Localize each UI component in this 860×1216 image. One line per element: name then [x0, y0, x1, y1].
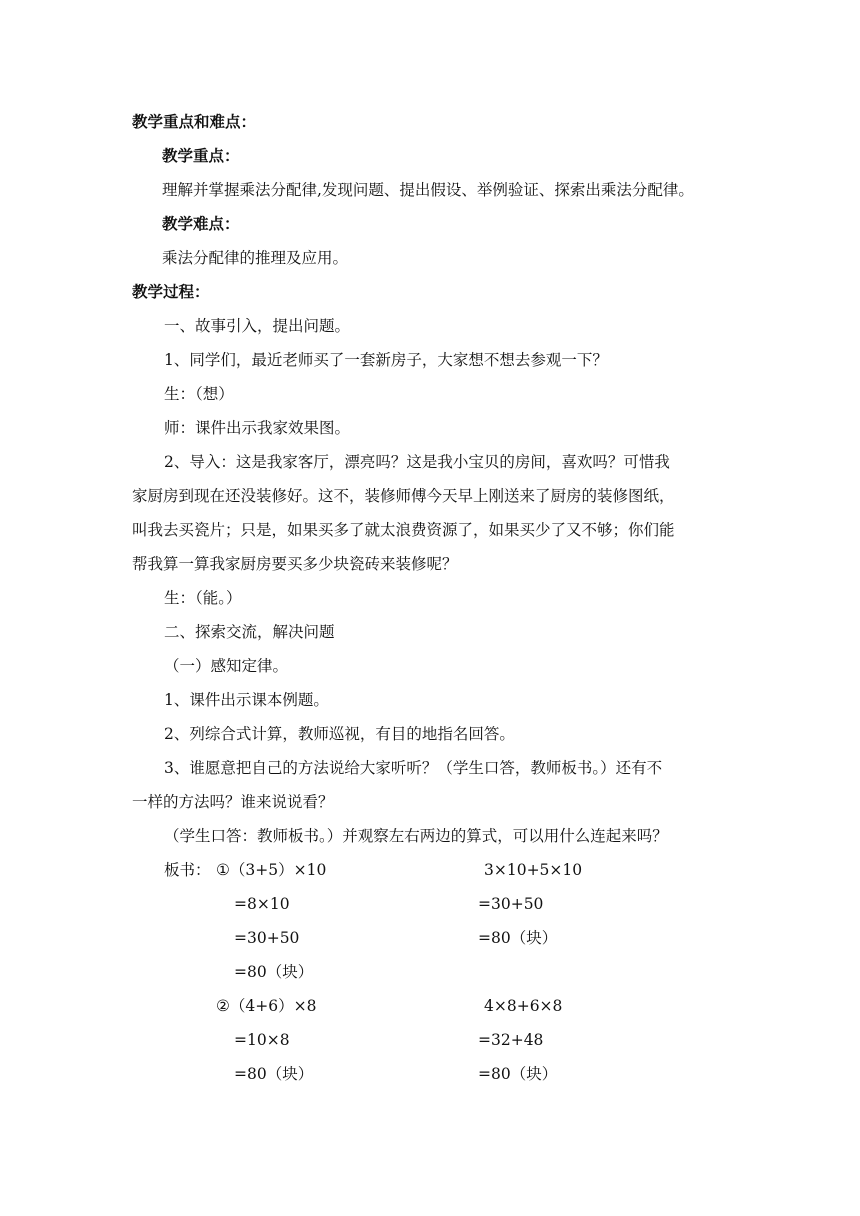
board-left-expression: ②（4+6）×8	[216, 997, 317, 1015]
board-left-expression: ①（3+5）×10	[216, 861, 327, 879]
paragraph: 1、课件出示课本例题。	[164, 691, 329, 709]
paragraph: 生：（能。）	[164, 589, 242, 607]
paragraph-line: 家厨房到现在还没装修好。这不，装修师傅今天早上刚送来了厨房的装修图纸，	[132, 487, 675, 505]
board-right-step: =32+48	[478, 1031, 544, 1049]
subheading-key: 教学重点：	[162, 147, 240, 165]
paragraph-line: 叫我去买瓷片；只是，如果买多了就太浪费资源了，如果买少了又不够；你们能	[132, 521, 675, 539]
paragraph-line: 3、谁愿意把自己的方法说给大家听听？（学生口答，教师板书。）还有不	[164, 759, 663, 777]
heading-key-points: 教学重点和难点：	[132, 113, 257, 131]
paragraph: 2、列综合式计算，教师巡视，有目的地指名回答。	[164, 725, 515, 743]
key-text: 理解并掌握乘法分配律,发现问题、提出假设、举例验证、探索出乘法分配律。	[162, 181, 694, 199]
paragraph-line: 帮我算一算我家厨房要买多少块瓷砖来装修呢？	[132, 555, 458, 573]
board-right-step: =80（块）	[478, 929, 558, 947]
heading-process: 教学过程：	[132, 283, 210, 301]
board-right-expression: 4×8+6×8	[484, 997, 563, 1015]
board-right-expression: 3×10+5×10	[484, 861, 583, 879]
paragraph-line: 一样的方法吗？谁来说说看？	[132, 793, 334, 811]
board-left-step: =8×10	[234, 895, 290, 913]
board-left-step: =10×8	[234, 1031, 290, 1049]
paragraph: （学生口答：教师板书。）并观察左右两边的算式，可以用什么连起来吗？	[164, 827, 668, 845]
board-left-step: =80（块）	[234, 1065, 314, 1083]
board-label: 板书：	[164, 861, 211, 879]
paragraph: 1、同学们，最近老师买了一套新房子，大家想不想去参观一下？	[164, 351, 608, 369]
paragraph: 生：（想）	[164, 385, 234, 403]
paragraph: （一）感知定律。	[164, 657, 289, 675]
paragraph: 一、故事引入，提出问题。	[164, 317, 351, 335]
paragraph: 师：课件出示我家效果图。	[164, 419, 351, 437]
board-right-step: =30+50	[478, 895, 544, 913]
board-left-step: =80（块）	[234, 963, 314, 981]
paragraph: 二、探索交流，解决问题	[164, 623, 335, 641]
board-left-step: =30+50	[234, 929, 300, 947]
board-right-step: =80（块）	[478, 1065, 558, 1083]
subheading-difficult: 教学难点：	[162, 215, 240, 233]
difficult-text: 乘法分配律的推理及应用。	[162, 249, 349, 267]
paragraph-line: 2、导入：这是我家客厅，漂亮吗？这是我小宝贝的房间，喜欢吗？可惜我	[164, 453, 670, 471]
